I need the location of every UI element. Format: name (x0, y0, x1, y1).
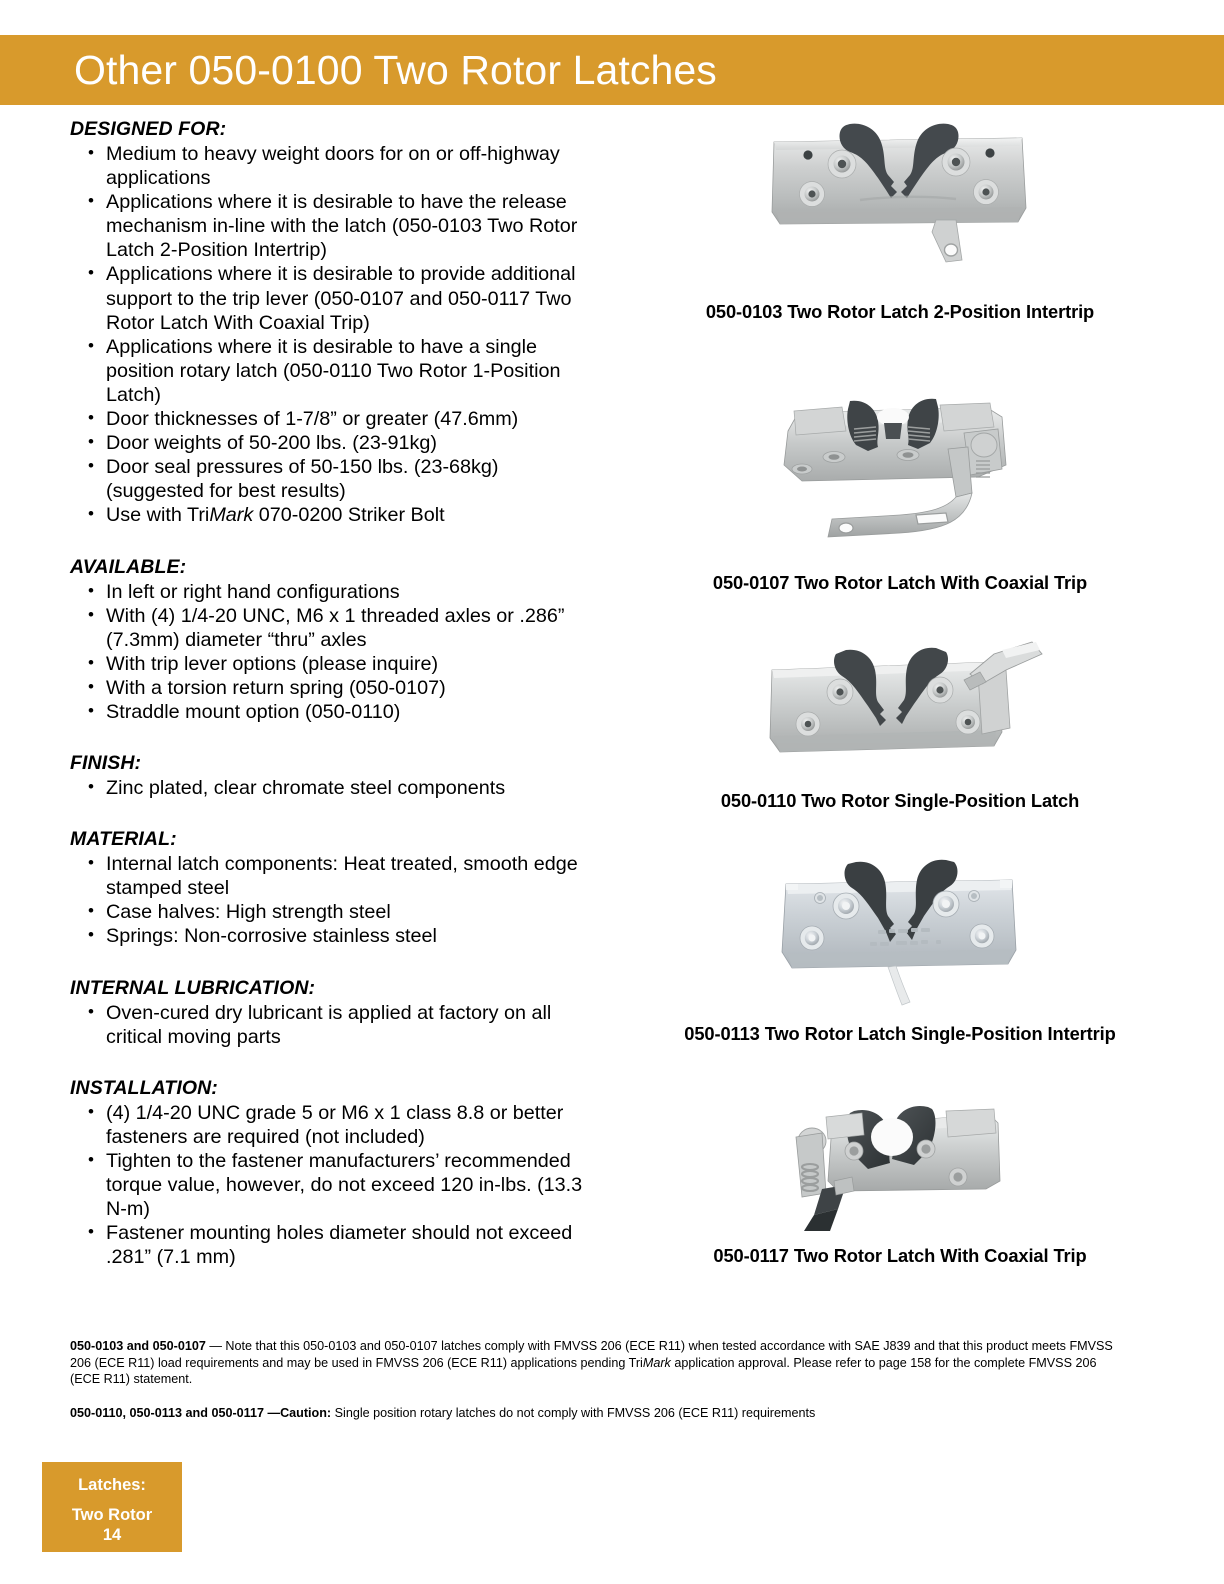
section-installation (70, 1077, 600, 1270)
footnote-lead: 050-0110, 050-0113 and 050-0117 — (70, 1405, 281, 1420)
list-item: • Case halves: High strength steel (70, 900, 600, 924)
section-bullet-list (70, 1001, 600, 1049)
section-available (70, 556, 600, 725)
figure-050-0110 (600, 636, 1200, 812)
page-title: Other 050-0100 Two Rotor Latches (74, 47, 717, 93)
section-bullet-list (70, 852, 600, 948)
section-material (70, 828, 600, 948)
list-item: • Oven-cured dry lubricant is applied at factory on all critical moving parts (70, 1001, 600, 1049)
footnote-caution (70, 1405, 1125, 1422)
latch-050-0117-photo (750, 1081, 1050, 1231)
footnote-050-0103-0107 (70, 1338, 1125, 1388)
list-item: • Door seal pressures of 50-150 lbs. (23-68kg) (suggested for best results) (70, 455, 600, 503)
list-item: • In left or right hand configurations (70, 580, 600, 604)
figure-050-0107 (600, 373, 1200, 594)
latch-050-0113-photo (750, 854, 1050, 1009)
list-item: • Applications where it is desirable to provide additional support to the trip lever (050-0107 and 050-0117 Two Rotor Latch With Coaxial Trip) (70, 262, 600, 334)
section-heading: INSTALLATION: (70, 1076, 218, 1099)
section-heading: FINISH: (70, 752, 142, 775)
footnote-body: Single position rotary latches do not comply with FMVSS 206 (ECE R11) requirements (331, 1405, 816, 1420)
list-item: • Use with TriMark 070-0200 Striker Bolt (70, 503, 600, 527)
footnote-lead: 050-0103 and 050-0107 (70, 1339, 206, 1353)
section-designed-for (70, 118, 600, 528)
list-item: • Springs: Non-corrosive stainless steel (70, 924, 600, 948)
footer-line-2: Two Rotor (71, 1506, 153, 1524)
footer-section-tab (42, 1462, 182, 1552)
figure-050-0103 (600, 112, 1200, 323)
section-heading: MATERIAL: (70, 828, 177, 851)
product-figures-column (600, 112, 1200, 1267)
list-item: • Door thicknesses of 1-7/8” or greater (47.6mm) (70, 407, 600, 431)
footnotes (70, 1338, 1125, 1438)
list-item: • Zinc plated, clear chromate steel components (70, 776, 600, 800)
list-item: • Internal latch components: Heat treated, smooth edge stamped steel (70, 852, 600, 900)
list-item: • Straddle mount option (050-0110) (70, 700, 600, 724)
section-heading: INTERNAL LUBRICATION: (70, 976, 316, 999)
figure-caption: 050-0107 Two Rotor Latch With Coaxial Trip (712, 572, 1088, 593)
list-item: • Medium to heavy weight doors for on or off-highway applications (70, 142, 600, 190)
figure-caption: 050-0113 Two Rotor Latch Single-Position Intertrip (684, 1023, 1116, 1044)
latch-050-0110-photo (750, 636, 1050, 776)
figure-050-0117 (600, 1081, 1200, 1267)
section-heading: AVAILABLE: (70, 555, 187, 578)
section-bullet-list (70, 1101, 600, 1270)
list-item: • Tighten to the fastener manufacturers’ recommended torque value, however, do not exceed 120 in-lbs. (13.3 N-m) (70, 1149, 600, 1221)
figure-050-0113 (600, 854, 1200, 1045)
list-item: • Applications where it is desirable to have a single position rotary latch (050-0110 Two Rotor 1-Position Latch) (70, 335, 600, 407)
figure-caption: 050-0110 Two Rotor Single-Position Latch (720, 790, 1080, 811)
list-item: • (4) 1/4-20 UNC grade 5 or M6 x 1 class 8.8 or better fasteners are required (not included) (70, 1101, 600, 1149)
footnote-body: — Note that this 050-0103 and 050-0107 latches comply with FMVSS 206 (ECE R11) when tested accordance with SAE J839 and that this product meets FMVSS 206 (ECE R11) load requirements and may be used in FMVSS 206 (ECE R11) applications pending TriMark application approval. Please refer to page 158 for the complete FMVSS 206 (ECE R11) statement. (70, 1339, 1113, 1387)
section-internal-lubrication (70, 977, 600, 1049)
figure-caption: 050-0117 Two Rotor Latch With Coaxial Trip (713, 1245, 1087, 1266)
footer-line-1: Latches: (78, 1476, 146, 1494)
section-bullet-list (70, 776, 600, 800)
list-item: • Fastener mounting holes diameter should not exceed .281” (7.1 mm) (70, 1221, 600, 1269)
list-item: • With (4) 1/4-20 UNC, M6 x 1 threaded axles or .286” (7.3mm) diameter “thru” axles (70, 604, 600, 652)
latch-050-0103-photo (750, 112, 1050, 287)
section-bullet-list (70, 580, 600, 725)
list-item: • Door weights of 50-200 lbs. (23-91kg) (70, 431, 600, 455)
section-finish (70, 752, 600, 800)
list-item: • With a torsion return spring (050-0107) (70, 676, 600, 700)
footnote-caution-word: Caution: (280, 1405, 332, 1420)
page-number: 14 (102, 1526, 122, 1544)
specifications-column (70, 118, 600, 1269)
latch-050-0107-photo (750, 373, 1050, 558)
section-heading: DESIGNED FOR: (70, 118, 227, 140)
list-item: • Applications where it is desirable to have the release mechanism in-line with the latch (050-0103 Two Rotor Latch 2-Position Intertrip) (70, 190, 600, 262)
section-bullet-list (70, 142, 600, 528)
list-item: • With trip lever options (please inquire) (70, 652, 600, 676)
figure-caption: 050-0103 Two Rotor Latch 2-Position Intertrip (705, 301, 1095, 322)
